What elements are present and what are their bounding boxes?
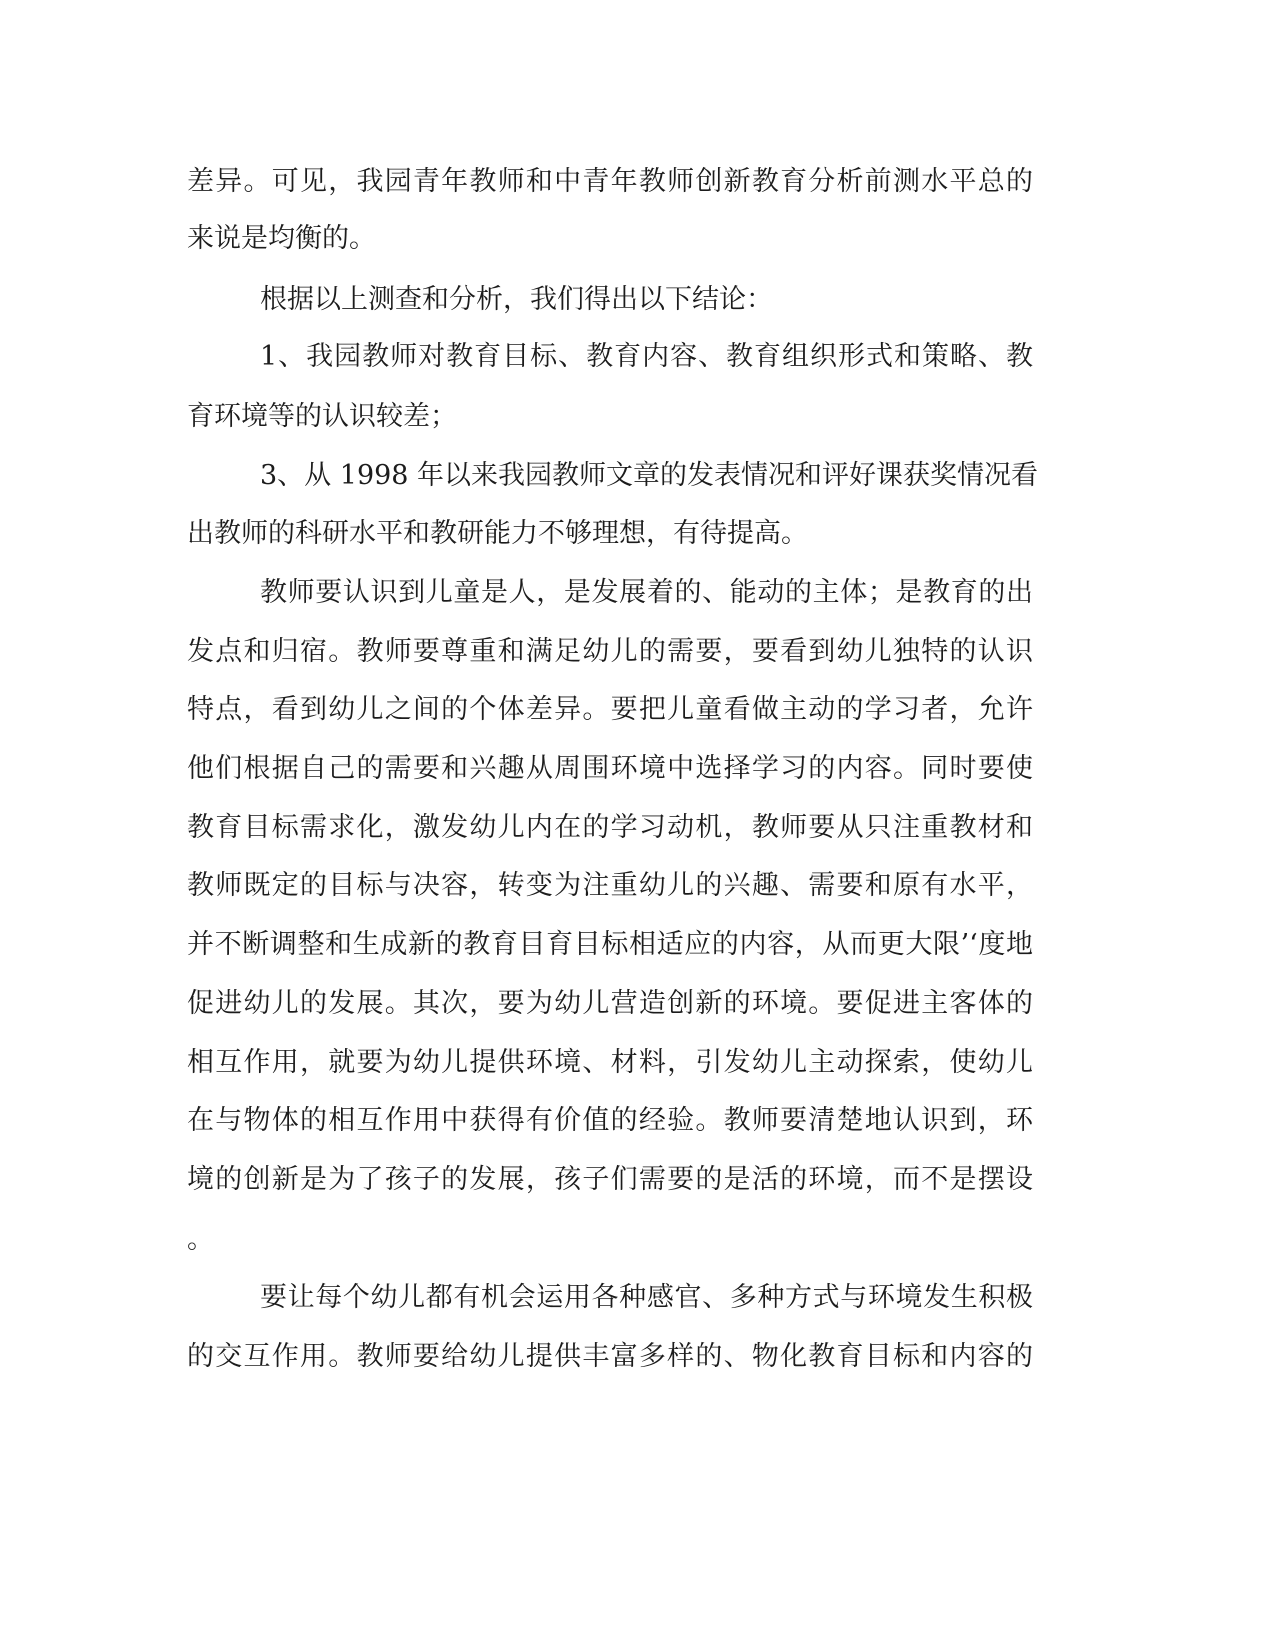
text-line: 根据以上测查和分析，我们得出以下结论：: [260, 284, 773, 315]
text-line: 。: [187, 1224, 214, 1255]
text-line: 教育目标需求化，激发幼儿内在的学习动机，教师要从只注重教材和: [187, 812, 1033, 843]
text-line: 教师要认识到儿童是人，是发展着的、能动的主体；是教育的出: [260, 577, 1033, 608]
text-line: 促进幼儿的发展。其次，要为幼儿营造创新的环境。要促进主客体的: [187, 988, 1033, 1019]
text-line: 在与物体的相互作用中获得有价值的经验。教师要清楚地认识到，环: [187, 1105, 1033, 1136]
text-line: 境的创新是为了孩子的发展，孩子们需要的是活的环境，而不是摆设: [187, 1164, 1033, 1195]
text-line: 并不断调整和生成新的教育目育目标相适应的内容，从而更大限’‘度地: [187, 929, 1033, 960]
text-line: 3、从 1998 年以来我园教师文章的发表情况和评好课获奖情况看: [260, 460, 1039, 491]
text-line: 育环境等的认识较差；: [187, 401, 457, 432]
text-line: 差异。可见，我园青年教师和中青年教师创新教育分析前测水平总的: [187, 166, 1033, 197]
text-line: 发点和归宿。教师要尊重和满足幼儿的需要，要看到幼儿独特的认识: [187, 636, 1033, 667]
text-line: 要让每个幼儿都有机会运用各种感官、多种方式与环境发生积极: [260, 1282, 1033, 1313]
text-line: 教师既定的目标与决容，转变为注重幼儿的兴趣、需要和原有水平，: [187, 870, 1033, 901]
text-line: 相互作用，就要为幼儿提供环境、材料，引发幼儿主动探索，使幼儿: [187, 1047, 1033, 1078]
text-line: 1、我园教师对教育目标、教育内容、教育组织形式和策略、教: [260, 341, 1033, 372]
text-line: 出教师的科研水平和教研能力不够理想，有待提高。: [187, 518, 808, 549]
text-line: 他们根据自己的需要和兴趣从周围环境中选择学习的内容。同时要使: [187, 753, 1033, 784]
text-line: 的交互作用。教师要给幼儿提供丰富多样的、物化教育目标和内容的: [187, 1341, 1033, 1372]
text-line: 来说是均衡的。: [187, 223, 376, 254]
text-line: 特点，看到幼儿之间的个体差异。要把儿童看做主动的学习者，允许: [187, 694, 1033, 725]
